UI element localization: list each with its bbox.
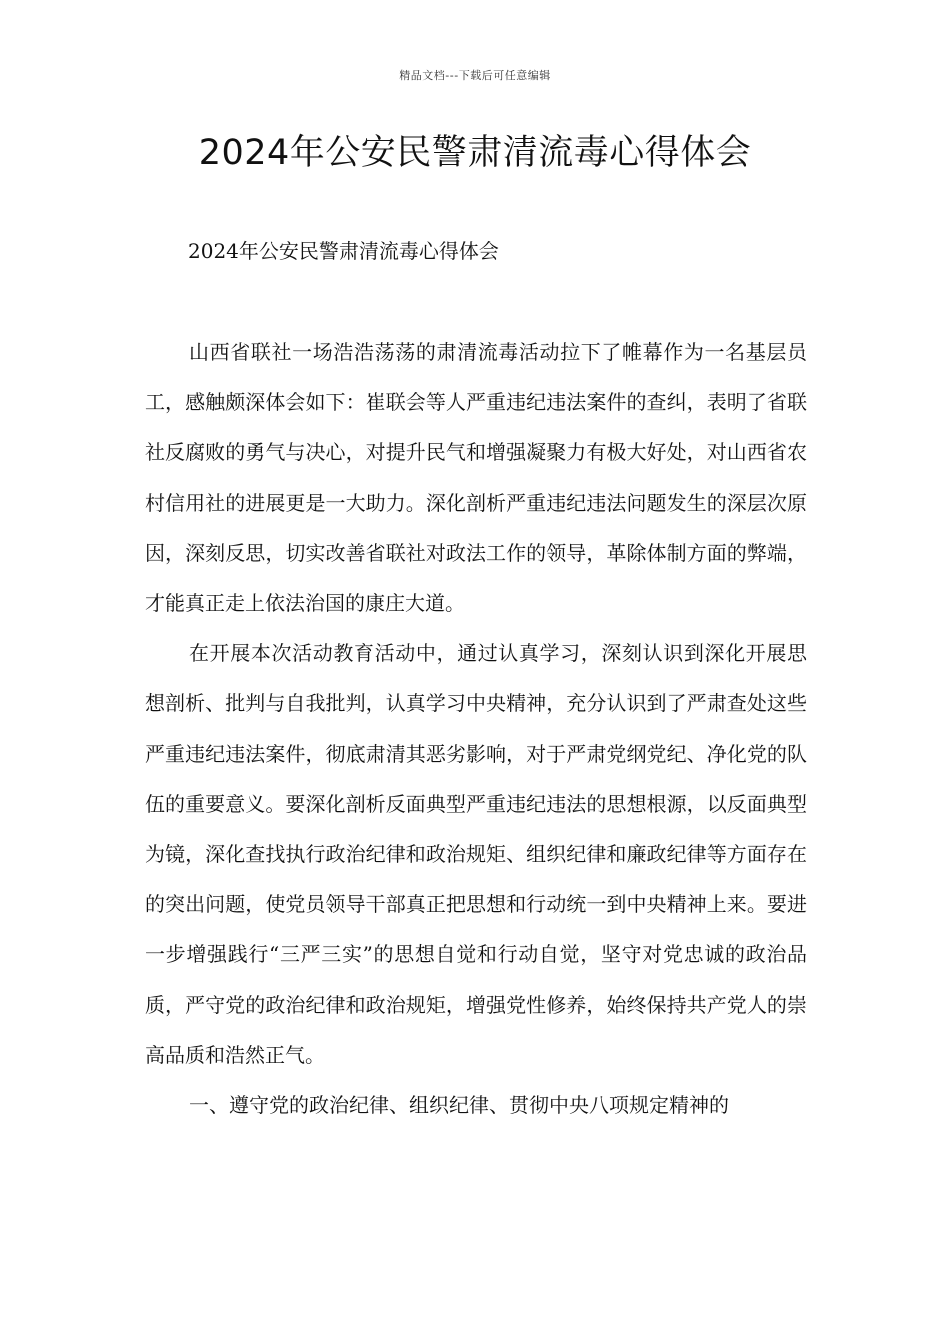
- header-note: 精品文档---下载后可任意编辑: [399, 69, 551, 82]
- document-subtitle: 2024年公安民警肃清流毒心得体会: [188, 239, 499, 263]
- document-body: [145, 327, 807, 1130]
- paragraph-3: 一、遵守党的政治纪律、组织纪律、贯彻中央八项规定精神的: [189, 1093, 729, 1118]
- document-title: 2024年公安民警肃清流毒心得体会: [198, 133, 752, 173]
- paragraph-1: 山西省联社一场浩浩荡荡的肃清流毒活动拉下了帷幕作为一名基层员工，感触颇深体会如下：崔联会等人严重违纪违法案件的查纠，表明了省联社反腐败的勇气与决心，对提升民气和增强凝聚力有极大好处，对山西省农村信用社的进展更是一大助力。深化剖析严重违纪违法问题发生的深层次原因，深刻反思，切实改善省联社对政法工作的领导，革除体制方面的弊端，才能真正走上依法治国的康庄大道。: [145, 340, 807, 616]
- paragraph-2: 在开展本次活动教育活动中，通过认真学习，深刻认识到深化开展思想剖析、批判与自我批判，认真学习中央精神，充分认识到了严肃查处这些严重违纪违法案件，彻底肃清其恶劣影响，对于严肃党纲党纪、净化党的队伍的重要意义。要深化剖析反面典型严重违纪违法的思想根源，以反面典型为镜，深化查找执行政治纪律和政治规矩、组织纪律和廉政纪律等方面存在的突出问题，使党员领导干部真正把思想和行动统一到中央精神上来。要进一步增强践行“三严三实”的思想自觉和行动自觉，坚守对党忠诚的政治品质，严守党的政治纪律和政治规矩，增强党性修养，始终保持共产党人的崇高品质和浩然正气。: [145, 641, 807, 1067]
